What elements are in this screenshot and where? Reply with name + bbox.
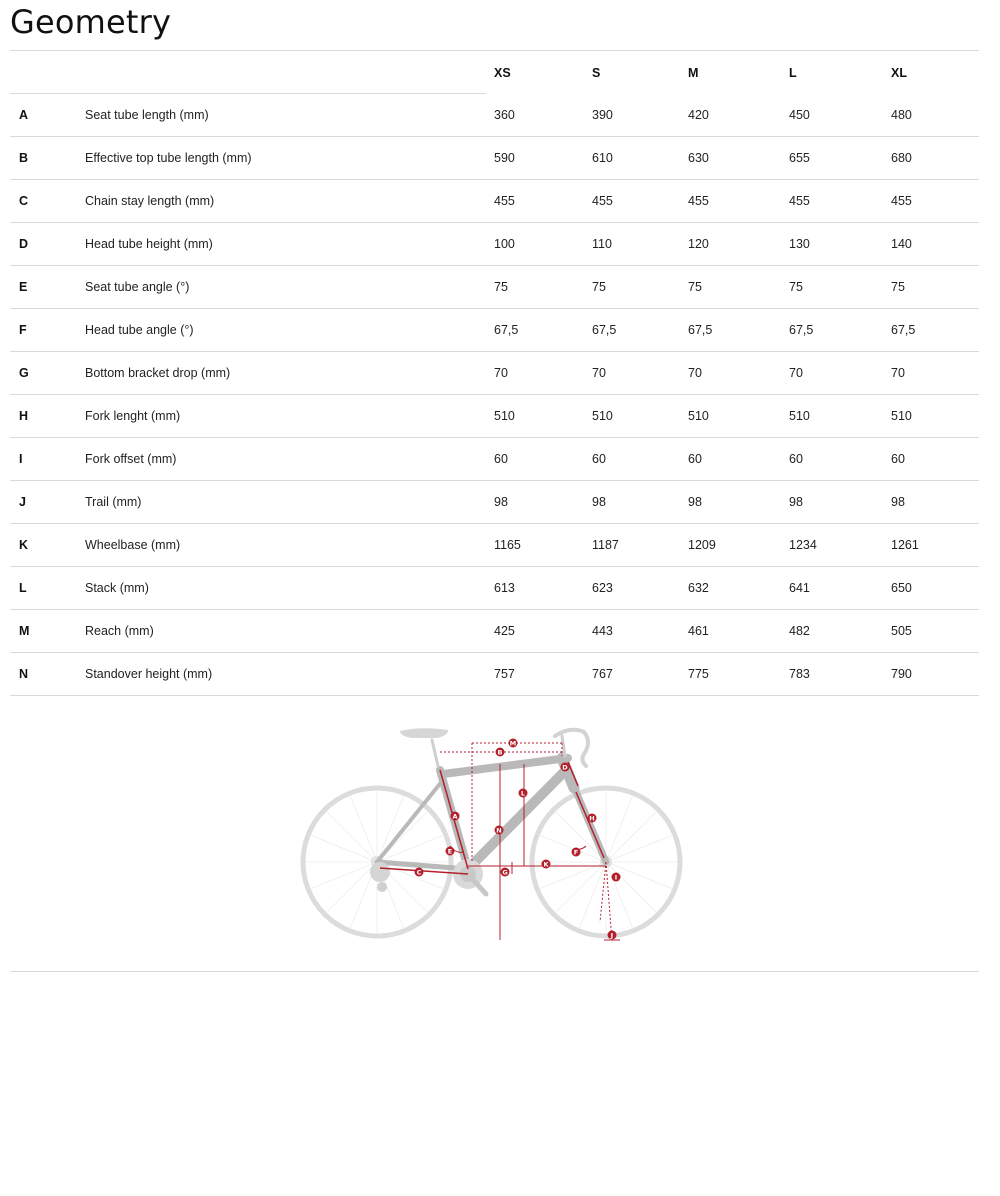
svg-text:C: C [416, 868, 422, 877]
row-letter: I [19, 452, 23, 466]
row-label: Effective top tube length (mm) [85, 151, 252, 165]
size-header-s: S [592, 66, 601, 80]
size-header-l: L [789, 66, 797, 80]
value-cell-m: 120 [688, 237, 709, 251]
row-letter: D [19, 237, 29, 251]
row-letter: F [19, 323, 27, 337]
value-cell-m: 775 [688, 667, 709, 681]
value-cell-xl: 480 [891, 108, 912, 122]
value-cell-s: 443 [592, 624, 613, 638]
svg-text:I: I [614, 873, 618, 882]
measurement-lines [380, 743, 620, 942]
table-row [10, 137, 979, 180]
value-cell-m: 420 [688, 108, 709, 122]
row-letter: C [19, 194, 29, 208]
marker-l [519, 789, 528, 798]
value-cell-l: 130 [789, 237, 810, 251]
row-label: Standover height (mm) [85, 667, 213, 681]
size-header-xs: XS [494, 66, 511, 80]
row-letter: J [19, 495, 26, 509]
row-label: Head tube height (mm) [85, 237, 213, 251]
value-cell-l: 783 [789, 667, 810, 681]
svg-text:A: A [452, 812, 458, 821]
value-cell-s: 610 [592, 151, 613, 165]
table-row [10, 94, 979, 137]
table-row [10, 180, 979, 223]
value-cell-m: 1209 [688, 538, 716, 552]
value-cell-xl: 650 [891, 581, 912, 595]
row-letter: B [19, 151, 29, 165]
row-label: Bottom bracket drop (mm) [85, 366, 231, 380]
table-row [10, 309, 979, 352]
value-cell-xl: 790 [891, 667, 912, 681]
svg-text:K: K [543, 860, 549, 869]
value-cell-xs: 455 [494, 194, 515, 208]
table-row [10, 567, 979, 610]
row-label: Stack (mm) [85, 581, 149, 595]
value-cell-xl: 680 [891, 151, 912, 165]
value-cell-l: 450 [789, 108, 810, 122]
table-row [10, 653, 979, 696]
marker-n [495, 826, 504, 835]
value-cell-s: 510 [592, 409, 613, 423]
svg-text:M: M [509, 739, 517, 748]
value-cell-s: 767 [592, 667, 613, 681]
value-cell-l: 1234 [789, 538, 817, 552]
value-cell-xl: 98 [891, 495, 905, 509]
saddle [400, 728, 448, 738]
value-cell-xs: 1165 [494, 538, 521, 552]
row-letter: G [19, 366, 29, 380]
value-cell-xs: 60 [494, 452, 508, 466]
row-label: Seat tube angle (°) [85, 280, 190, 294]
row-label: Trail (mm) [85, 495, 142, 509]
svg-text:G: G [502, 868, 508, 877]
value-cell-xl: 510 [891, 409, 912, 423]
value-cell-xs: 100 [494, 237, 515, 251]
marker-g [501, 868, 510, 877]
value-cell-xl: 70 [891, 366, 905, 380]
value-cell-s: 70 [592, 366, 606, 380]
table-row [10, 395, 979, 438]
value-cell-s: 110 [592, 237, 612, 251]
svg-text:J: J [610, 931, 614, 940]
svg-text:H: H [589, 814, 595, 823]
value-cell-m: 630 [688, 151, 709, 165]
value-cell-l: 655 [789, 151, 810, 165]
marker-j [608, 931, 617, 940]
value-cell-l: 641 [789, 581, 810, 595]
svg-text:N: N [496, 826, 502, 835]
marker-m [509, 739, 518, 748]
value-cell-m: 455 [688, 194, 709, 208]
value-cell-xs: 757 [494, 667, 515, 681]
value-cell-s: 75 [592, 280, 606, 294]
row-letter: H [19, 409, 29, 423]
value-cell-xs: 360 [494, 108, 515, 122]
table-row [10, 438, 979, 481]
value-cell-l: 98 [789, 495, 803, 509]
svg-text:B: B [497, 748, 503, 757]
value-cell-xl: 67,5 [891, 323, 916, 337]
row-letter: N [19, 667, 29, 681]
value-cell-m: 510 [688, 409, 709, 423]
marker-i [612, 873, 621, 882]
row-label: Chain stay length (mm) [85, 194, 215, 208]
geometry-table [10, 50, 979, 696]
row-letter: K [19, 538, 29, 552]
value-cell-l: 510 [789, 409, 810, 423]
table-body [10, 94, 979, 696]
value-cell-l: 70 [789, 366, 803, 380]
row-label: Reach (mm) [85, 624, 154, 638]
table-row [10, 481, 979, 524]
table-row [10, 266, 979, 309]
value-cell-m: 67,5 [688, 323, 713, 337]
marker-e [446, 847, 455, 856]
svg-text:E: E [447, 847, 453, 856]
row-label: Fork offset (mm) [85, 452, 177, 466]
value-cell-s: 60 [592, 452, 606, 466]
value-cell-s: 623 [592, 581, 613, 595]
value-cell-xs: 425 [494, 624, 515, 638]
value-cell-m: 461 [688, 624, 709, 638]
size-header-m: M [688, 66, 699, 80]
value-cell-l: 60 [789, 452, 803, 466]
value-cell-xs: 70 [494, 366, 508, 380]
row-letter: M [19, 624, 30, 638]
value-cell-xl: 60 [891, 452, 905, 466]
value-cell-s: 67,5 [592, 323, 617, 337]
value-cell-xl: 140 [891, 237, 912, 251]
marker-k [542, 860, 551, 869]
value-cell-xs: 613 [494, 581, 515, 595]
page-title: Geometry [10, 3, 172, 41]
row-label: Wheelbase (mm) [85, 538, 181, 552]
marker-f [572, 848, 581, 857]
bike-geometry-drawing [300, 722, 690, 947]
table-row [10, 610, 979, 653]
table-row [10, 524, 979, 567]
value-cell-xl: 1261 [891, 538, 919, 552]
row-letter: L [19, 581, 27, 595]
row-label: Fork lenght (mm) [85, 409, 181, 423]
value-cell-s: 98 [592, 495, 606, 509]
value-cell-s: 455 [592, 194, 613, 208]
marker-b [496, 748, 505, 757]
marker-h [588, 814, 597, 823]
value-cell-xl: 75 [891, 280, 905, 294]
row-label: Seat tube length (mm) [85, 108, 209, 122]
bike-frame [377, 736, 606, 869]
value-cell-xs: 590 [494, 151, 515, 165]
row-label: Head tube angle (°) [85, 323, 194, 337]
value-cell-l: 482 [789, 624, 810, 638]
svg-text:L: L [520, 789, 526, 798]
value-cell-m: 632 [688, 581, 709, 595]
value-cell-s: 390 [592, 108, 613, 122]
value-cell-xs: 98 [494, 495, 508, 509]
bike-geometry-diagram [300, 722, 690, 947]
table-row [10, 352, 979, 395]
marker-c [415, 868, 424, 877]
value-cell-l: 67,5 [789, 323, 814, 337]
row-letter: A [19, 108, 29, 122]
value-cell-m: 75 [688, 280, 702, 294]
bottom-divider [10, 971, 979, 972]
svg-text:F: F [573, 848, 579, 857]
value-cell-m: 70 [688, 366, 702, 380]
svg-text:D: D [562, 763, 568, 772]
size-header-xl: XL [891, 66, 907, 80]
value-cell-m: 98 [688, 495, 702, 509]
value-cell-l: 75 [789, 280, 803, 294]
value-cell-s: 1187 [592, 538, 619, 552]
value-cell-xl: 505 [891, 624, 912, 638]
crankset [453, 859, 486, 894]
value-cell-xl: 455 [891, 194, 912, 208]
value-cell-l: 455 [789, 194, 810, 208]
value-cell-xs: 510 [494, 409, 515, 423]
marker-a [451, 812, 460, 821]
marker-d [561, 763, 570, 772]
value-cell-xs: 67,5 [494, 323, 519, 337]
table-row [10, 223, 979, 266]
row-letter: E [19, 280, 28, 294]
value-cell-xs: 75 [494, 280, 508, 294]
value-cell-m: 60 [688, 452, 702, 466]
table-header [10, 51, 979, 94]
